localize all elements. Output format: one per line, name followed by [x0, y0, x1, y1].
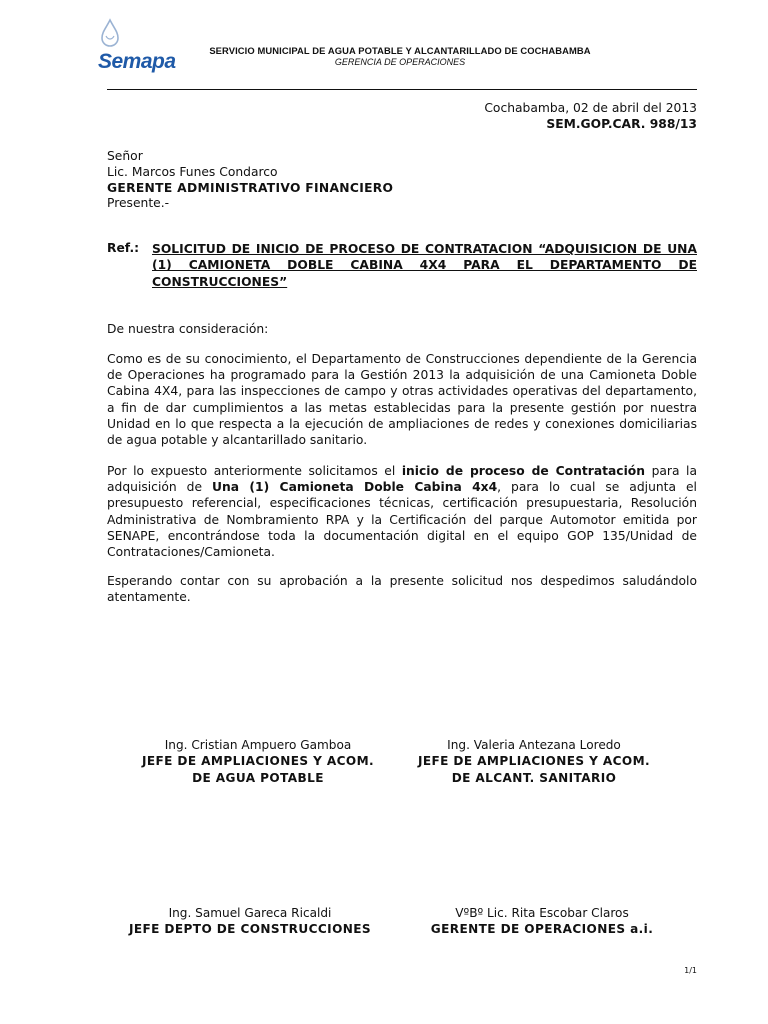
ref-label: Ref.:: [107, 241, 140, 255]
closing-paragraph: Esperando contar con su aprobación a la presente solicitud nos despedimos saludándolo atentamente.: [107, 574, 697, 605]
place-date: Cochabamba, 02 de abril del 2013: [484, 101, 697, 115]
logo-wordmark: Semapa: [98, 50, 176, 73]
signature-block-2: [386, 737, 682, 786]
page-number: 1/1: [684, 966, 697, 975]
signature-name: VºBº Lic. Rita Escobar Claros: [455, 906, 629, 920]
signature-role: JEFE DEPTO DE CONSTRUCCIONES: [128, 922, 372, 937]
signature-role: JEFE DE AMPLIACIONES Y ACOM.: [417, 754, 651, 769]
recipient-presente: Presente.-: [107, 196, 170, 210]
signature-block-3: [102, 905, 398, 938]
header-title: SERVICIO MUNICIPAL DE AGUA POTABLE Y ALCANTARILLADO DE COCHABAMBA: [209, 45, 591, 56]
signature-block-4: [394, 905, 690, 938]
signature-name: Ing. Cristian Ampuero Gamboa: [164, 738, 352, 752]
signature-role: JEFE DE AMPLIACIONES Y ACOM.: [141, 754, 375, 769]
paragraph-2-bold-a: inicio de proceso de Contratación: [401, 464, 646, 478]
header-divider: [107, 89, 697, 90]
paragraph-1: Como es de su conocimiento, el Departamento de Construcciones dependiente de la Gerencia de Operaciones ha programado para la Gestión 2013 la adquisición de una Camioneta Doble Cabina 4X4, para las inspecciones de campo y otras actividades operativas del departamento, a fin de dar cumplimientos a las metas establecidas para la presente gestión por nuestra Unidad en lo que respecta a la ejecución de ampliaciones de redes y conexiones domiciliarias de agua potable y alcantarillado sanitario.: [107, 352, 697, 448]
paragraph-2-text-c: , para lo cual se adjunta el presupuesto referencial, especificaciones técnicas, certificación presupuestaria, Resolución Administrativa de Nombramiento RPA y la Certificación del parque Automotor emitida por SENAPE, encontrándose toda la documentación digital en el equipo GOP 135/Unidad de Contrataciones/Camioneta.: [107, 480, 697, 560]
recipient-salutation: Señor: [107, 149, 143, 163]
paragraph-2-text-a: Por lo expuesto anteriormente solicitamos el: [107, 464, 402, 478]
signature-role: DE ALCANT. SANITARIO: [451, 770, 617, 785]
reference-code: SEM.GOP.CAR. 988/13: [546, 117, 697, 131]
signature-name: Ing. Valeria Antezana Loredo: [447, 738, 621, 752]
paragraph-2-text-b: para la adquisición de: [107, 464, 698, 495]
paragraph-2: [107, 463, 697, 560]
paragraph-2-bold-b: Una (1) Camioneta Doble Cabina 4x4: [212, 480, 498, 495]
greeting: De nuestra consideración:: [107, 322, 269, 336]
signature-role: GERENTE DE OPERACIONES a.i.: [430, 922, 654, 937]
recipient-name: Lic. Marcos Funes Condarco: [107, 165, 278, 179]
recipient-title: GERENTE ADMINISTRATIVO FINANCIERO: [107, 181, 394, 195]
ref-subject: SOLICITUD DE INICIO DE PROCESO DE CONTRATACION “ADQUISICION DE UNA (1) CAMIONETA DOBLE CABINA 4X4 PARA EL DEPARTAMENTO DE CONSTRUCCIONES”: [152, 242, 697, 289]
header-subtitle: GERENCIA DE OPERACIONES: [334, 57, 466, 67]
signature-name: Ing. Samuel Gareca Ricaldi: [168, 906, 332, 920]
signature-block-1: [110, 737, 406, 786]
semapa-logo: [92, 16, 174, 80]
signature-role: DE AGUA POTABLE: [192, 770, 324, 785]
